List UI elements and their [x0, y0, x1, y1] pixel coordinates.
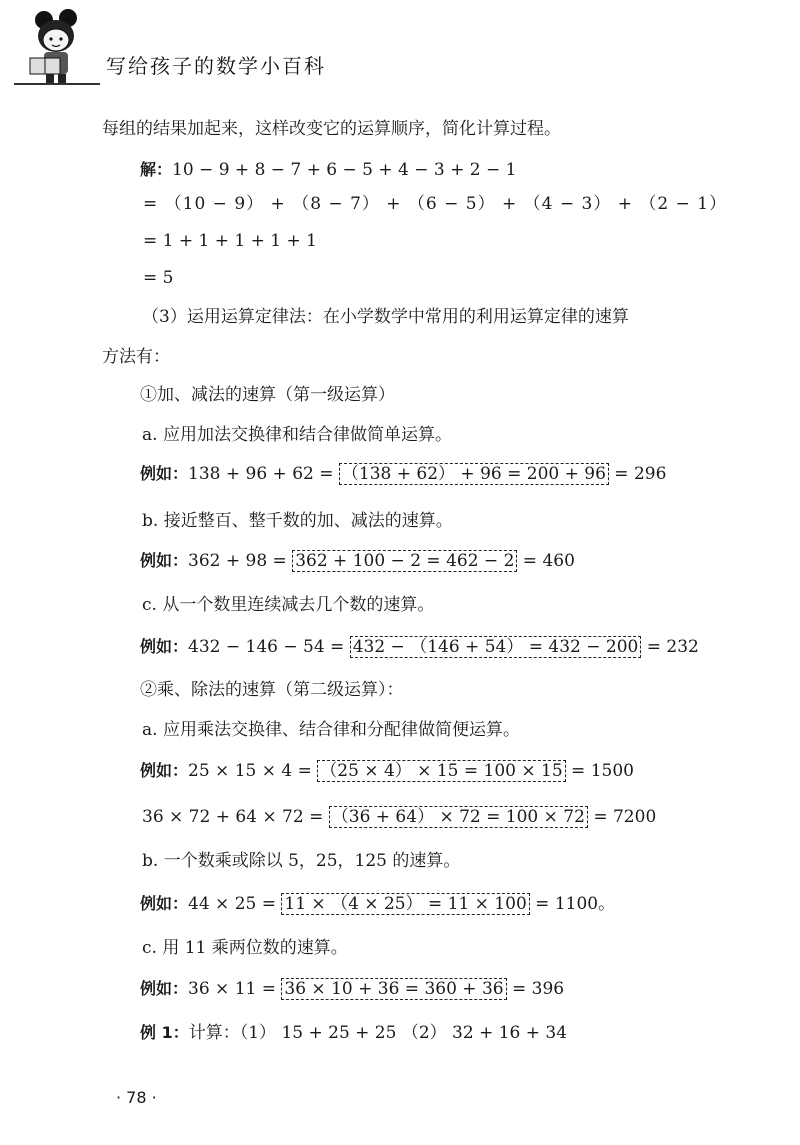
example-right: = 396	[511, 979, 565, 999]
text-line: 每组的结果加起来，这样改变它的运算顺序，简化计算过程。	[102, 119, 561, 139]
example-left: 432 − 146 − 54 =	[188, 637, 345, 657]
example-right: = 296	[614, 464, 667, 484]
rule-c2: c. 用 11 乘两位数的速算。	[142, 938, 348, 958]
example-right: = 7200	[593, 807, 657, 827]
exercise-label: 例 1：	[140, 1023, 189, 1042]
rule-b1: b. 接近整百、整千数的加、减法的速算。	[142, 511, 453, 531]
example-left: 362 + 98 =	[188, 551, 287, 571]
solution-label: 解：	[140, 160, 173, 179]
girl-reading-icon	[14, 6, 102, 86]
exercise-text: 计算：（1） 15 + 25 + 25 （2） 32 + 16 + 34	[188, 1023, 568, 1043]
section-1-heading: ①加、减法的速算（第一级运算）	[140, 385, 395, 405]
example-left: 138 + 96 + 62 =	[188, 464, 334, 484]
example-label: 例如：	[140, 464, 189, 483]
rule-a2: a. 应用乘法交换律、结合律和分配律做简便运算。	[142, 720, 520, 740]
dashed-box: 11 × （4 × 25） = 11 × 100	[281, 893, 529, 915]
solution-line	[140, 159, 516, 181]
example-left: 36 × 11 =	[188, 979, 276, 999]
dashed-box: （36 + 64） × 72 = 100 × 72	[329, 806, 588, 828]
solution-step-1: = （10 − 9） + （8 − 7） + （6 − 5） + （4 − 3） + （2 − 1）	[143, 194, 728, 214]
example-right: = 460	[522, 551, 575, 571]
example-2	[140, 550, 575, 572]
dashed-box: 36 × 10 + 36 = 360 + 36	[281, 978, 506, 1000]
dashed-box: 432 − （146 + 54） = 432 − 200	[350, 636, 642, 658]
example-right: = 232	[646, 637, 699, 657]
header-title: 写给孩子的数学小百科	[106, 54, 326, 78]
example-label: 例如：	[140, 637, 189, 656]
rule-b2: b. 一个数乘或除以 5，25，125 的速算。	[142, 851, 461, 871]
example-1	[140, 463, 666, 485]
dashed-box: （25 × 4） × 15 = 100 × 15	[317, 760, 565, 782]
example-label: 例如：	[140, 894, 189, 913]
example-left: 25 × 15 × 4 =	[188, 761, 312, 781]
example-left: 36 × 72 + 64 × 72 =	[142, 807, 324, 827]
example-label: 例如：	[140, 551, 189, 570]
example-3	[140, 636, 699, 658]
method-3-line-2: 方法有：	[102, 347, 170, 367]
solution-expression: 10 − 9 + 8 − 7 + 6 − 5 + 4 − 3 + 2 − 1	[172, 160, 517, 180]
solution-step-2: = 1 + 1 + 1 + 1 + 1	[143, 231, 317, 251]
exercise-1	[140, 1022, 567, 1044]
example-7	[140, 978, 564, 1000]
dashed-box: （138 + 62） + 96 = 200 + 96	[339, 463, 609, 485]
rule-a1: a. 应用加法交换律和结合律做简单运算。	[142, 425, 452, 445]
rule-c1: c. 从一个数里连续减去几个数的速算。	[142, 595, 435, 615]
method-3-line-1: （3）运用运算定律法：在小学数学中常用的利用运算定律的速算	[142, 307, 629, 327]
example-left: 44 × 25 =	[188, 894, 276, 914]
example-label: 例如：	[140, 979, 189, 998]
section-2-heading: ②乘、除法的速算（第二级运算）：	[140, 680, 404, 700]
page-header	[14, 6, 414, 86]
example-right: = 1500	[571, 761, 634, 781]
example-right: = 1100。	[535, 894, 616, 914]
dashed-box: 362 + 100 − 2 = 462 − 2	[292, 550, 517, 572]
page-number: · 78 ·	[116, 1088, 157, 1107]
example-4	[140, 760, 634, 782]
example-5	[142, 806, 656, 828]
example-label: 例如：	[140, 761, 189, 780]
example-6	[140, 893, 615, 915]
solution-step-3: = 5	[143, 268, 174, 288]
